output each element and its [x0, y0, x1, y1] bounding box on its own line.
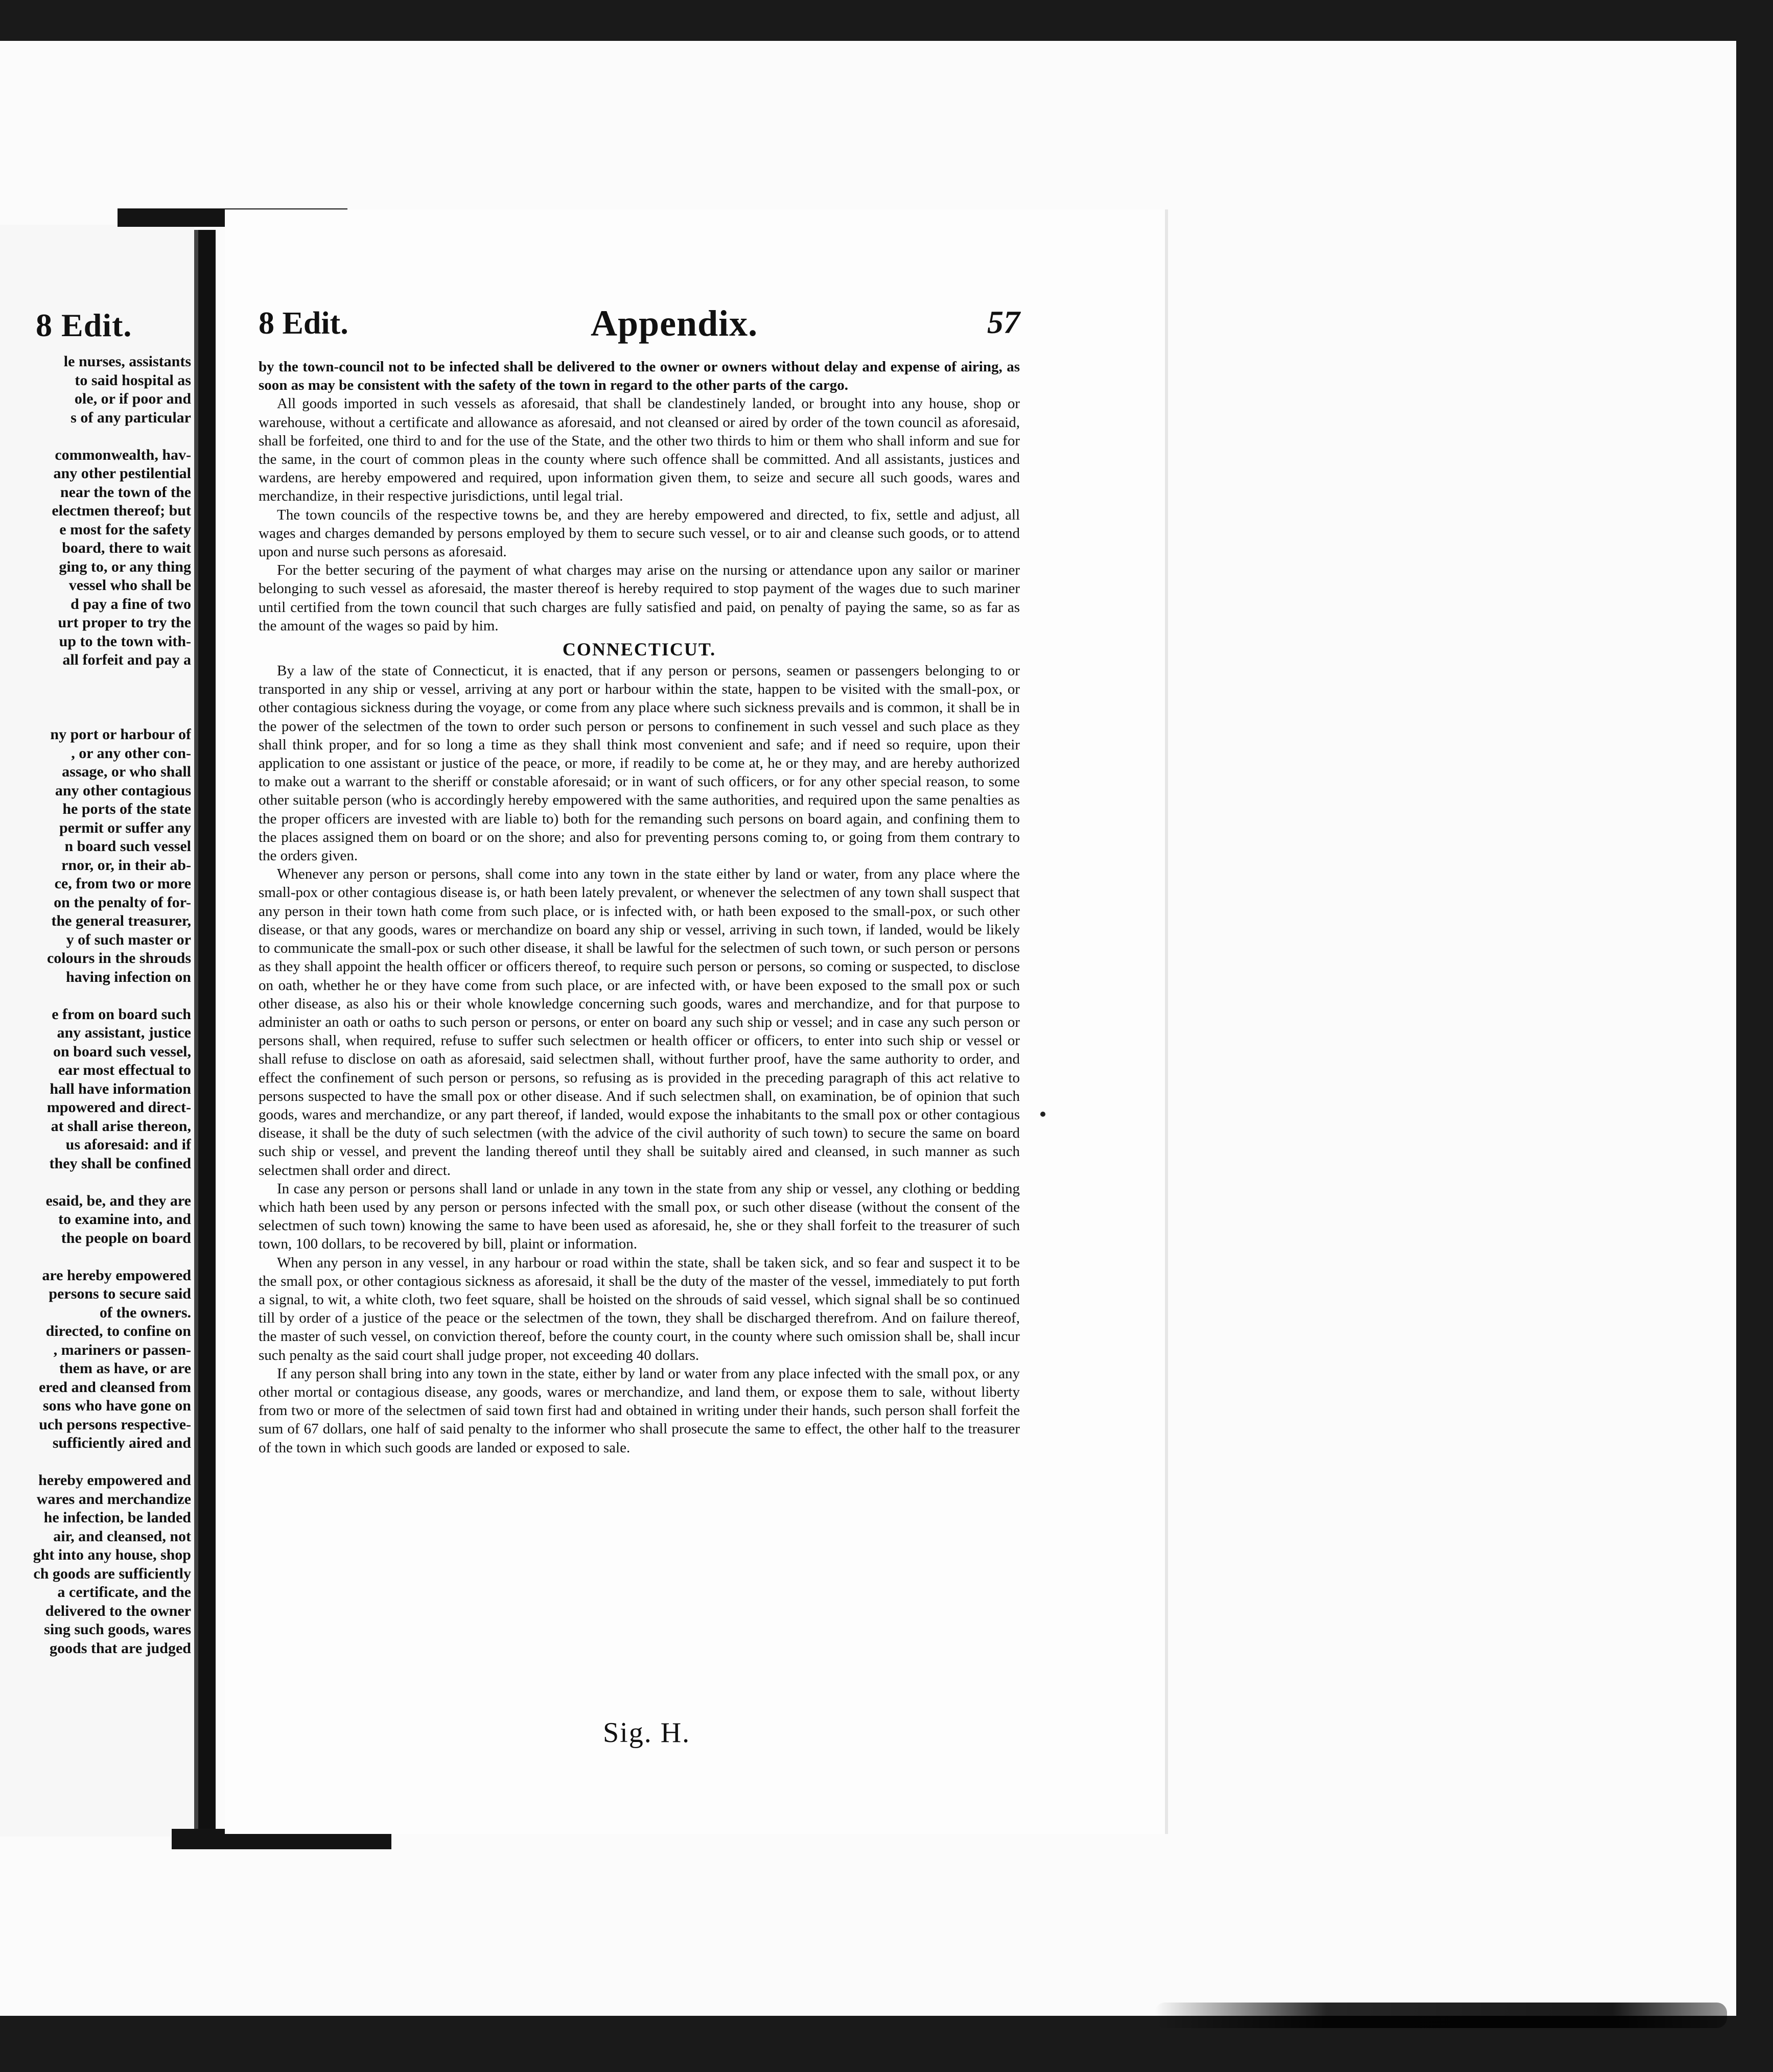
previous-page-line	[7, 1247, 191, 1266]
paragraph: When any person in any vessel, in any harbour or road within the state, shall be taken sick, and so fear and suspect it to be the small pox, or other contagious sickness as aforesaid, it shall be the duty of the master of the vessel, immediately to put forth a signal, to wit, a white cloth, two feet square, shall be hoisted on the shrouds of said vessel, which signal shall be so continued till by order of a justice of the peace or the selectmen of the town, they shall be discharged therefrom. And on failure thereof, the master of such vessel, on conviction thereof, before the county court, in the county where such omission shall be, shall incur such penalty as the said court shall judge proper, not exceeding 40 dollars.	[259, 1254, 1020, 1363]
previous-page-line: all forfeit and pay a	[62, 651, 191, 668]
previous-page-line: esaid, be, and they are	[45, 1192, 191, 1209]
previous-page-line: uch persons respective-	[39, 1416, 191, 1433]
previous-page-line: he infection, be landed	[43, 1509, 191, 1526]
previous-page-line: near the town of the	[60, 483, 191, 501]
previous-page-line: sufficiently aired and	[52, 1434, 191, 1451]
previous-page-line	[7, 1173, 191, 1192]
previous-page-line: sing such goods, wares	[44, 1621, 191, 1638]
previous-page-line: the general treasurer,	[51, 912, 191, 929]
paragraph: Whenever any person or persons, shall come into any town in the state either by land or water, from any place where the small-pox or other contagious disease is, or hath been lately prevalent, or whenever the selectmen of any town shall suspect that any person in their town hath come from such place, or is infected with, or hath been exposed to the small-pox, or such other disease, or that any goods, wares or merchandize on board any ship or vessel, arriving in such town, if landed, would be likely to communicate the small-pox or such other disease, it shall be lawful for the selectmen of such town, or such person or persons as they shall appoint the health officer or officers thereof, to require such person or persons, so coming or suspected, to disclose on oath, whether he or they have come from such place, or are infected with, or have been exposed to the small pox or such other disease, as also his or their whole knowledge concerning such goods, wares and merchandize, and for that purpose to administer an oath or oaths to such person or persons, or enter on board any such ship or vessel; and in case any such person or persons shall, when required, refuse to suffer such selectmen or health officer or officers, to enter into such ship or vessel or shall refuse to disclose on oath as aforesaid, said selectmen shall, without further proof, have the same authority to order, and effect the confinement of such person or persons, so refusing as is provided in the preceding paragraph of this act relative to persons suspected to have the small pox or other disease. And if such selectmen shall, on examination, be of opinion that such goods, wares and merchandize, or any part thereof, if landed, would expose the inhabitants to the small pox or other contagious disease, it shall be the duty of such selectmen (with the advice of the civil authority of such town) to secure the same on board such ship or vessel, and prevent the landing thereof until they shall be suitably aired and cleansed, in such manner as such selectmen shall order and direct.	[259, 866, 1020, 1179]
previous-page-line: any other contagious	[55, 782, 191, 799]
previous-page-line	[7, 688, 191, 707]
previous-page-line: directed, to confine on	[45, 1323, 191, 1339]
page-number: 57	[987, 304, 1020, 340]
previous-page-line: any assistant, justice	[57, 1024, 191, 1041]
previous-page-line	[7, 670, 191, 689]
previous-page-line: they shall be confined	[49, 1155, 191, 1172]
paragraph: For the better securing of the payment of what charges may arise on the nursing or attendance upon any sailor or mariner belonging to such vessel as aforesaid, the master thereof is hereby required to stop payment of the wages due to such mariner until certified from the town council that such charges are fully satisfied and paid, on penalty of paying the same, so as far as the amount of the wages so paid by him.	[259, 562, 1020, 634]
previous-page-line: us aforesaid: and if	[65, 1136, 191, 1153]
paragraph: In case any person or persons shall land or unlade in any town in the state from any ship or vessel, any clothing or bedding which hath been used by any person or persons infected with the small pox, or such other disease (without the consent of the selectmen of such town) knowing the same to have been used as aforesaid, he, she or they shall forfeit to the treasurer of such town, 100 dollars, to be recovered by bill, plaint or information.	[259, 1180, 1020, 1253]
page-title: Appendix.	[591, 303, 758, 344]
previous-page-line: a certificate, and the	[57, 1584, 191, 1600]
previous-page-line: le nurses, assistants	[63, 353, 191, 370]
previous-page-line: urt proper to try the	[58, 614, 191, 631]
previous-page-line: , or any other con-	[71, 744, 191, 762]
previous-page-line: e most for the safety	[59, 521, 191, 538]
previous-page-line: electmen thereof; but	[52, 502, 191, 519]
previous-page-line: on the penalty of for-	[54, 893, 191, 911]
previous-page-line	[7, 1453, 191, 1472]
scan-border-top	[0, 0, 1773, 41]
previous-page-line: persons to secure said	[49, 1285, 191, 1302]
previous-page-line: sons who have gone on	[42, 1397, 191, 1414]
previous-page-line: rnor, or, in their ab-	[61, 856, 191, 874]
paragraph: If any person shall bring into any town in the state, either by land or water from any place infected with the small pox, or any other mortal or contagious disease, any goods, wares or merchandize, and land them, or expose them to sale, without liberty from two or more of the selectmen of said town first had and obtained in writing under their hands, such person shall forfeit the sum of 67 dollars, one half of said penalty to the informer who shall prosecute the same to effect, the other half to the treasurer of the town in which such goods are landed or exposed to sale.	[259, 1365, 1020, 1456]
previous-page-line	[7, 427, 191, 446]
previous-page-header: 8 Edit.	[36, 307, 132, 343]
previous-page-line: are hereby empowered	[42, 1266, 191, 1284]
previous-page-line: wares and merchandize	[36, 1490, 191, 1508]
previous-page-line: assage, or who shall	[62, 763, 191, 780]
ink-speck	[1040, 1112, 1045, 1117]
page-body	[259, 358, 1020, 1457]
edition-label: 8 Edit.	[259, 306, 348, 341]
previous-page-line: on board such vessel,	[53, 1043, 191, 1060]
spine-shadow	[194, 230, 198, 1839]
previous-page-line	[7, 707, 191, 726]
previous-page-line: the people on board	[61, 1229, 191, 1246]
previous-page-line: to said hospital as	[75, 371, 191, 389]
previous-page-line: having infection on	[65, 968, 191, 985]
previous-page-line: ny port or harbour of	[50, 726, 191, 743]
previous-page-line: n board such vessel	[64, 838, 191, 855]
previous-page-line: goods that are judged	[50, 1639, 191, 1657]
previous-page-line: hall have information	[50, 1080, 191, 1097]
previous-page-line: s of any particular	[71, 409, 191, 426]
scan-smudge	[1155, 2003, 1727, 2028]
previous-page-line: of the owners.	[99, 1304, 191, 1321]
scan-border-right	[1736, 31, 1773, 2072]
previous-page-line: any other pestilential	[53, 465, 191, 482]
previous-page-line	[7, 986, 191, 1005]
previous-page-line: at shall arise thereon,	[51, 1117, 191, 1135]
previous-page-line: ce, from two or more	[54, 875, 191, 892]
paragraph: All goods imported in such vessels as aforesaid, that shall be clandestinely landed, or brought into any house, shop or warehouse, without a certificate and allowance as aforesaid, and not cleansed or aired by order of the town council as aforesaid, shall be forfeited, one third to and for the use of the State, and the other two thirds to him or them who shall inform and sue for the same, in the court of common pleas in the county where such offence shall be committed. And all assistants, justices and wardens, are hereby empowered and required, upon information given them, to seize and secure all such goods, wares and merchandize, in their respective jurisdictions, until legal trial.	[259, 395, 1020, 505]
previous-page-line: hereby empowered and	[38, 1472, 191, 1489]
previous-page-line: ear most effectual to	[58, 1062, 191, 1078]
previous-page-strip	[0, 225, 194, 1836]
previous-page-line: ered and cleansed from	[38, 1378, 191, 1396]
previous-page-line: ch goods are sufficiently	[33, 1565, 191, 1582]
previous-page-line: ole, or if poor and	[74, 390, 191, 407]
paragraph: by the town-council not to be infected shall be delivered to the owner or owners without delay and expense of airing, as soon as may be consistent with the safety of the town in regard to the other parts of the cargo.	[259, 359, 1020, 394]
signature-mark: Sig. H.	[603, 1717, 691, 1749]
previous-page-line: up to the town with-	[59, 632, 191, 650]
previous-page-line: d pay a fine of two	[71, 595, 191, 613]
previous-page-line: to examine into, and	[58, 1211, 191, 1228]
previous-page-line: board, there to wait	[62, 539, 191, 556]
paragraph: By a law of the state of Connecticut, it is enacted, that if any person or persons, seamen or passengers belonging to or transported in any ship or vessel, arriving at any port or harbour within the state, happen to be visited with the small-pox, or other contagious sickness during the voyage, or come from any place where such sickness prevails and is common, it shall be in the power of the selectmen of the town to order such person or persons to confinement in such vessel and such place as they shall think proper, and for so long a time as they shall think most convenient and safe; and if need so require, upon their application to one assistant or justice of the peace, or more, if readily to be come at, he or they may, and are hereby authorized to make out a warrant to the sheriff or constable aforesaid; or in want of such officers, or for any other special reason, to some other suitable person (who is accordingly hereby empowered with the same authorities, and required upon the same penalties as the proper officers are invested with are liable to) both for the remanding such persons on board again, and confining them to the places assigned them on board or on the shore; and also for preventing persons coming to, or going from them contrary to the orders given.	[259, 663, 1020, 864]
previous-page-line: e from on board such	[52, 1005, 191, 1023]
previous-page-text	[7, 352, 191, 1658]
previous-page-line: mpowered and direct-	[46, 1099, 191, 1116]
previous-page-line: he ports of the state	[62, 800, 191, 817]
main-page	[225, 209, 1168, 1834]
section-heading: CONNECTICUT.	[562, 639, 716, 660]
page-header	[259, 305, 1020, 346]
previous-page-line: ght into any house, shop	[33, 1546, 191, 1563]
previous-page-line: , mariners or passen-	[53, 1341, 191, 1358]
previous-page-line: y of such master or	[66, 931, 191, 948]
previous-page-line: ging to, or any thing	[59, 558, 191, 575]
previous-page-line: air, and cleansed, not	[53, 1527, 191, 1545]
previous-page-line: vessel who shall be	[68, 577, 191, 594]
previous-page-line: delivered to the owner	[45, 1602, 191, 1619]
previous-page-line: commonwealth, hav-	[55, 446, 191, 463]
paragraph: The town councils of the respective towns be, and they are hereby empowered and directed, to fix, settle and adjust, all wages and charges demanded by persons employed by them to secure such vessel, or to air and cleanse such goods, or to attend upon and nurse such persons as aforesaid.	[259, 506, 1020, 560]
previous-page-line: them as have, or are	[59, 1360, 191, 1377]
book-spine	[198, 230, 216, 1839]
previous-page-line: permit or suffer any	[59, 819, 191, 836]
previous-page-line: colours in the shrouds	[46, 950, 191, 967]
